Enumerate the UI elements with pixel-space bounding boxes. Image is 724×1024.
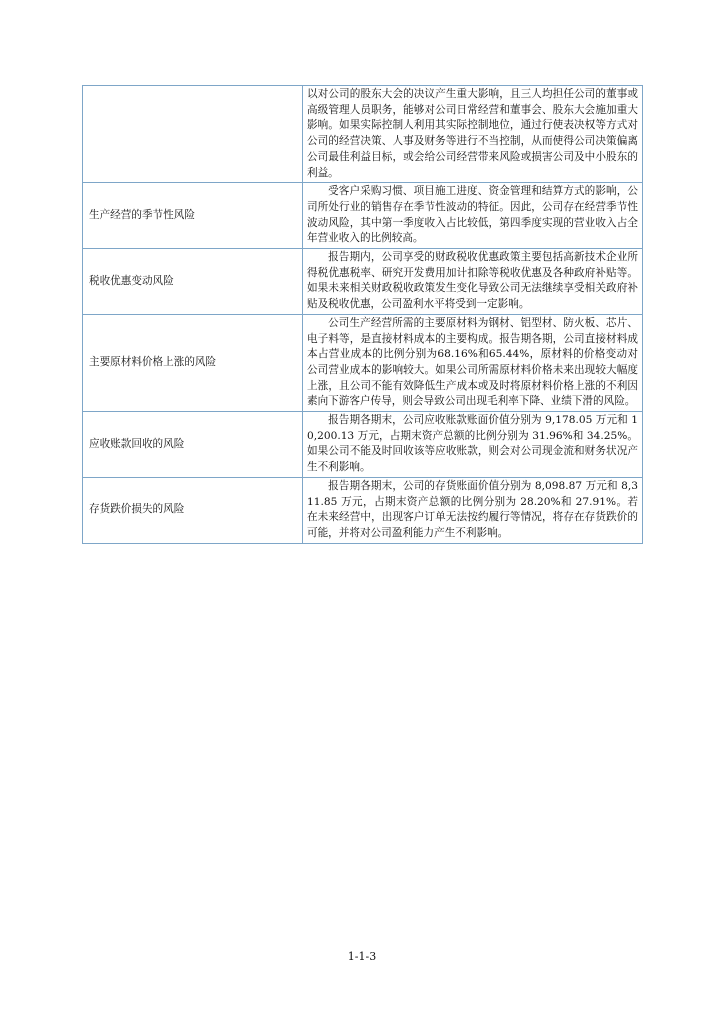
- risk-description-text: 报告期各期末，公司应收账款账面价值分别为 9,178.05 万元和 10,200.13 万元，占期末资产总额的比例分别为 31.96%和 34.25%。如果公司不能及时回收该等应收账款，则会对公司现金流和财务状况产生不利影响。: [307, 414, 638, 474]
- table-row: [83, 314, 643, 411]
- risk-description: [303, 314, 643, 411]
- risk-name: 税收优惠变动风险: [83, 249, 303, 315]
- risk-description-text: 报告期各期末，公司的存货账面价值分别为 8,098.87 万元和 8,311.85 万元，占期末资产总额的比例分别为 28.20%和 27.91%。若在未来经营中，出现客户订单无法按约履行等情况，将存在存货跌价的可能，并将对公司盈利能力产生不利影响。: [307, 479, 638, 539]
- table-row: [83, 183, 643, 249]
- risk-name: 应收账款回收的风险: [83, 412, 303, 478]
- risk-name: 生产经营的季节性风险: [83, 183, 303, 249]
- risk-description: [303, 412, 643, 478]
- risk-description: [303, 183, 643, 249]
- table-row: [83, 249, 643, 315]
- page-number: 1-1-3: [347, 950, 377, 963]
- table-row: [83, 477, 643, 543]
- table-row: [83, 86, 643, 183]
- risk-description: [303, 86, 643, 183]
- risk-description-text: 以对公司的股东大会的决议产生重大影响，且三人均担任公司的董事或高级管理人员职务，能够对公司日常经营和董事会、股东大会施加重大影响。如果实际控制人利用其实际控制地位，通过行使表决权等方式对公司的经营决策、人事及财务等进行不当控制，从而使得公司决策偏离公司最佳利益目标，或会给公司经营带来风险或损害公司及中小股东的利益。: [307, 88, 638, 179]
- table-row: [83, 412, 643, 478]
- risk-factor-table: [82, 85, 643, 544]
- risk-description-text: 报告期内，公司享受的财政税收优惠政策主要包括高新技术企业所得税优惠税率、研究开发费用加计扣除等税收优惠及各种政府补贴等。如果未来相关财政税收政策发生变化导致公司无法继续享受相关政府补贴及税收优惠，公司盈利水平将受到一定影响。: [307, 251, 638, 311]
- risk-description: [303, 477, 643, 543]
- risk-description: [303, 249, 643, 315]
- risk-name: 存货跌价损失的风险: [83, 477, 303, 543]
- risk-description-text: 公司生产经营所需的主要原材料为钢材、铝型材、防火板、芯片、电子料等，是直接材料成本的主要构成。报告期各期，公司直接材料成本占营业成本的比例分别为68.16%和65.44%，原材料的价格变动对公司营业成本的影响较大。如果公司所需原材料价格未来出现较大幅度上涨，且公司不能有效降低生产成本或及时将原材料价格上涨的不利因素向下游客户传导，则会导致公司出现毛利率下降、业绩下滑的风险。: [307, 316, 638, 408]
- risk-name: 主要原材料价格上涨的风险: [83, 314, 303, 411]
- risk-description-text: 受客户采购习惯、项目施工进度、资金管理和结算方式的影响，公司所处行业的销售存在季节性波动的特征。因此，公司存在经营季节性波动风险，其中第一季度收入占比较低，第四季度实现的营业收入占全年营业收入的比例较高。: [307, 185, 638, 245]
- risk-name: [83, 86, 303, 183]
